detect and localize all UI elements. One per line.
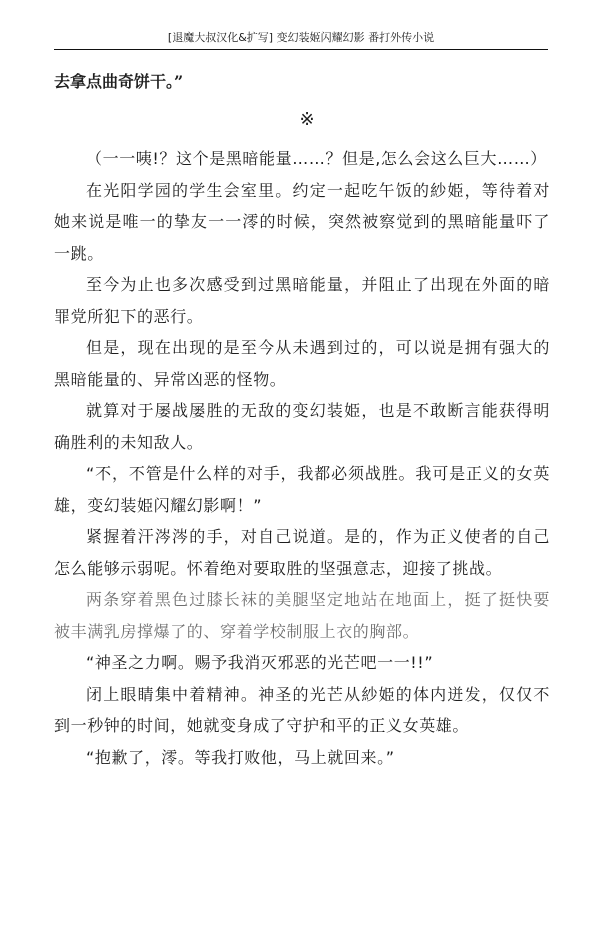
paragraph: 紧握着汗涔涔的手，对自己说道。是的，作为正义使者的自己怎么能够示弱呢。怀着绝对要取胜的坚强意志，迎接了挑战。 bbox=[54, 527, 550, 578]
paragraph: “神圣之力啊。赐予我消灭邪恶的光芒吧一一!!” bbox=[86, 653, 434, 672]
paragraph: 两条穿着黑色过膝长袜的美腿坚定地站在地面上，挺了挺快要被丰满乳房撑爆了的、穿着学校制服上衣的胸部。 bbox=[54, 590, 550, 641]
document-body bbox=[54, 71, 550, 773]
lead-line: 去拿点曲奇饼干。” bbox=[54, 72, 184, 91]
paragraph: “不，不管是什么样的对手，我都必须战胜。我可是正义的女英雄，变幻装姫闪耀幻影啊！” bbox=[54, 464, 550, 515]
paragraph: 在光阳学园的学生会室里。约定一起吃午饭的紗姫，等待着对她来说是唯一的挚友一一澪的时候，突然被察觉到的黑暗能量吓了一跳。 bbox=[54, 180, 550, 263]
paragraph: （一一咦!？这个是黑暗能量……？但是,怎么会这么巨大……） bbox=[86, 149, 547, 168]
paragraph: 但是，现在出现的是至今从未遇到过的，可以说是拥有强大的黑暗能量的、异常凶恶的怪物。 bbox=[54, 338, 550, 389]
paragraph: 至今为止也多次感受到过黑暗能量，并阻止了出现在外面的暗罪党所犯下的恶行。 bbox=[54, 275, 550, 326]
section-break-mark: ※ bbox=[299, 109, 315, 130]
paragraph: 闭上眼睛集中着精神。神圣的光芒从紗姫的体内迸发，仅仅不到一秒钟的时间，她就变身成了守护和平的正义女英雄。 bbox=[54, 684, 550, 735]
page-header: [退魔大叔汉化&扩写] 变幻装姬闪耀幻影 番打外传小说 bbox=[54, 30, 548, 50]
paragraph: 就算对于屡战屡胜的无敌的变幻装姫，也是不敢断言能获得明确胜利的未知敌人。 bbox=[54, 401, 550, 452]
paragraph: “抱歉了，澪。等我打败他，马上就回来。” bbox=[86, 747, 395, 767]
